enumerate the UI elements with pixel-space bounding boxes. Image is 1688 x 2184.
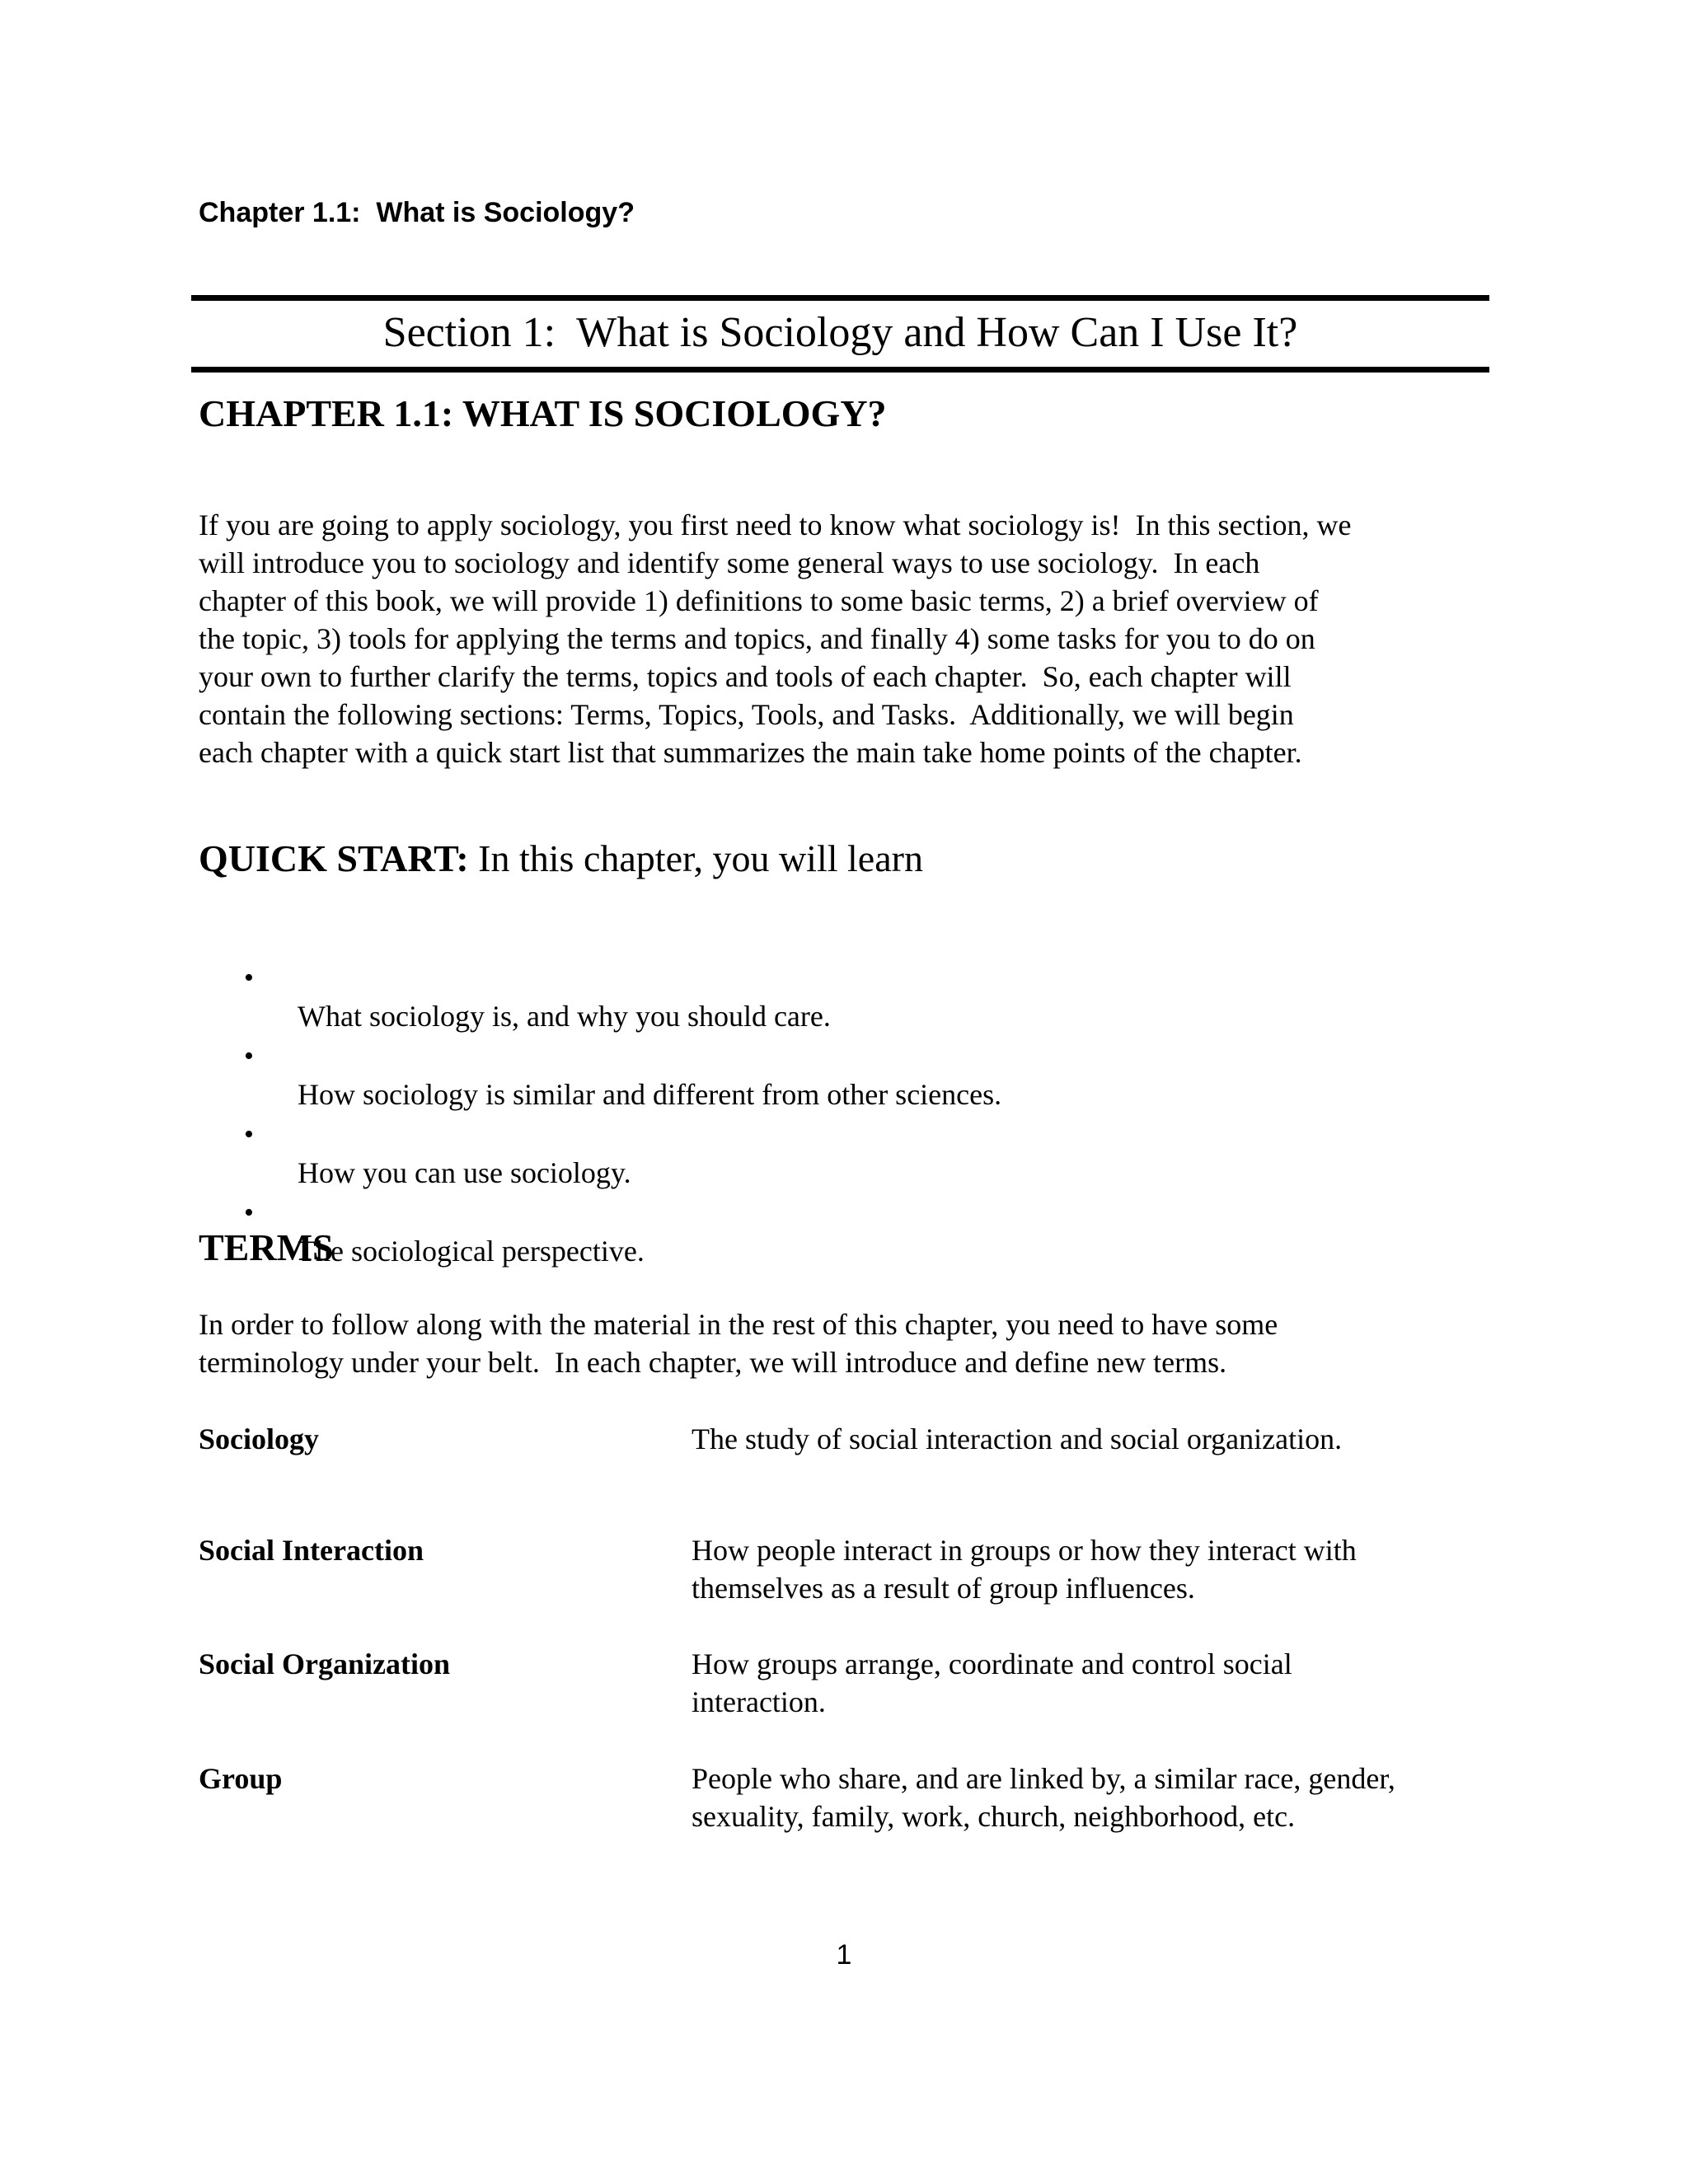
terms-intro-line: In order to follow along with the material in the rest of this chapter, you need to have some: [199, 1308, 1278, 1341]
quick-start-subtitle: In this chapter, you will learn: [468, 837, 923, 879]
bullet-icon: •: [244, 1197, 254, 1228]
intro-line: chapter of this book, we will provide 1) definitions to some basic terms, 2) a brief overview of: [199, 584, 1319, 617]
terms-intro-line: terminology under your belt. In each chapter, we will introduce and define new terms.: [199, 1346, 1227, 1379]
intro-line: each chapter with a quick start list that summarizes the main take home points of the chapter.: [199, 736, 1302, 769]
list-item-text: What sociology is, and why you should care.: [298, 1000, 831, 1033]
term-definition-line: themselves as a result of group influences.: [692, 1572, 1195, 1605]
intro-line: If you are going to apply sociology, you first need to know what sociology is! In this section, we: [199, 509, 1352, 541]
bullet-icon: •: [244, 1041, 254, 1071]
intro-line: contain the following sections: Terms, Topics, Tools, and Tasks. Additionally, we will begin: [199, 698, 1294, 731]
running-header: Chapter 1.1: What is Sociology?: [199, 197, 635, 228]
term-definition-line: interaction.: [692, 1685, 826, 1718]
terms-heading: TERMS: [199, 1226, 334, 1268]
quick-start-lead: QUICK START:: [199, 837, 469, 879]
term-definition: [692, 1760, 1483, 1835]
term-definition-line: sexuality, family, work, church, neighborhood, etc.: [692, 1800, 1296, 1833]
term-definition-line: How groups arrange, coordinate and control social: [692, 1647, 1292, 1680]
term-name: Social Interaction: [199, 1534, 424, 1567]
term-name: Sociology: [199, 1422, 320, 1455]
term-name: Group: [199, 1762, 283, 1795]
section-title: Section 1: What is Sociology and How Can I Use It?: [382, 309, 1298, 356]
page-number: 1: [836, 1939, 852, 1971]
term-definition: [692, 1420, 1483, 1458]
bullet-icon: •: [244, 1119, 254, 1150]
list-item-text: The sociological perspective.: [298, 1235, 645, 1268]
quick-start-heading: [199, 836, 923, 882]
term-definition-line: The study of social interaction and social organization.: [692, 1422, 1343, 1455]
section-banner: [191, 295, 1489, 373]
terms-intro-paragraph: [199, 1305, 1484, 1381]
bullet-icon: •: [244, 963, 254, 993]
intro-paragraph: [199, 506, 1451, 771]
term-name: Social Organization: [199, 1647, 450, 1680]
intro-line: the topic, 3) tools for applying the terms and topics, and finally 4) some tasks for you to do on: [199, 622, 1315, 655]
term-definition-line: People who share, and are linked by, a similar race, gender,: [692, 1762, 1395, 1795]
list-item-text: How you can use sociology.: [298, 1156, 631, 1189]
term-definition: [692, 1531, 1483, 1607]
chapter-heading: CHAPTER 1.1: WHAT IS SOCIOLOGY?: [199, 392, 887, 434]
list-item-text: How sociology is similar and different from other sciences.: [298, 1078, 1002, 1111]
intro-line: your own to further clarify the terms, topics and tools of each chapter. So, each chapter will: [199, 660, 1292, 693]
term-definition: [692, 1645, 1483, 1721]
term-definition-line: How people interact in groups or how they interact with: [692, 1534, 1357, 1567]
intro-line: will introduce you to sociology and identify some general ways to use sociology. In each: [199, 546, 1260, 579]
